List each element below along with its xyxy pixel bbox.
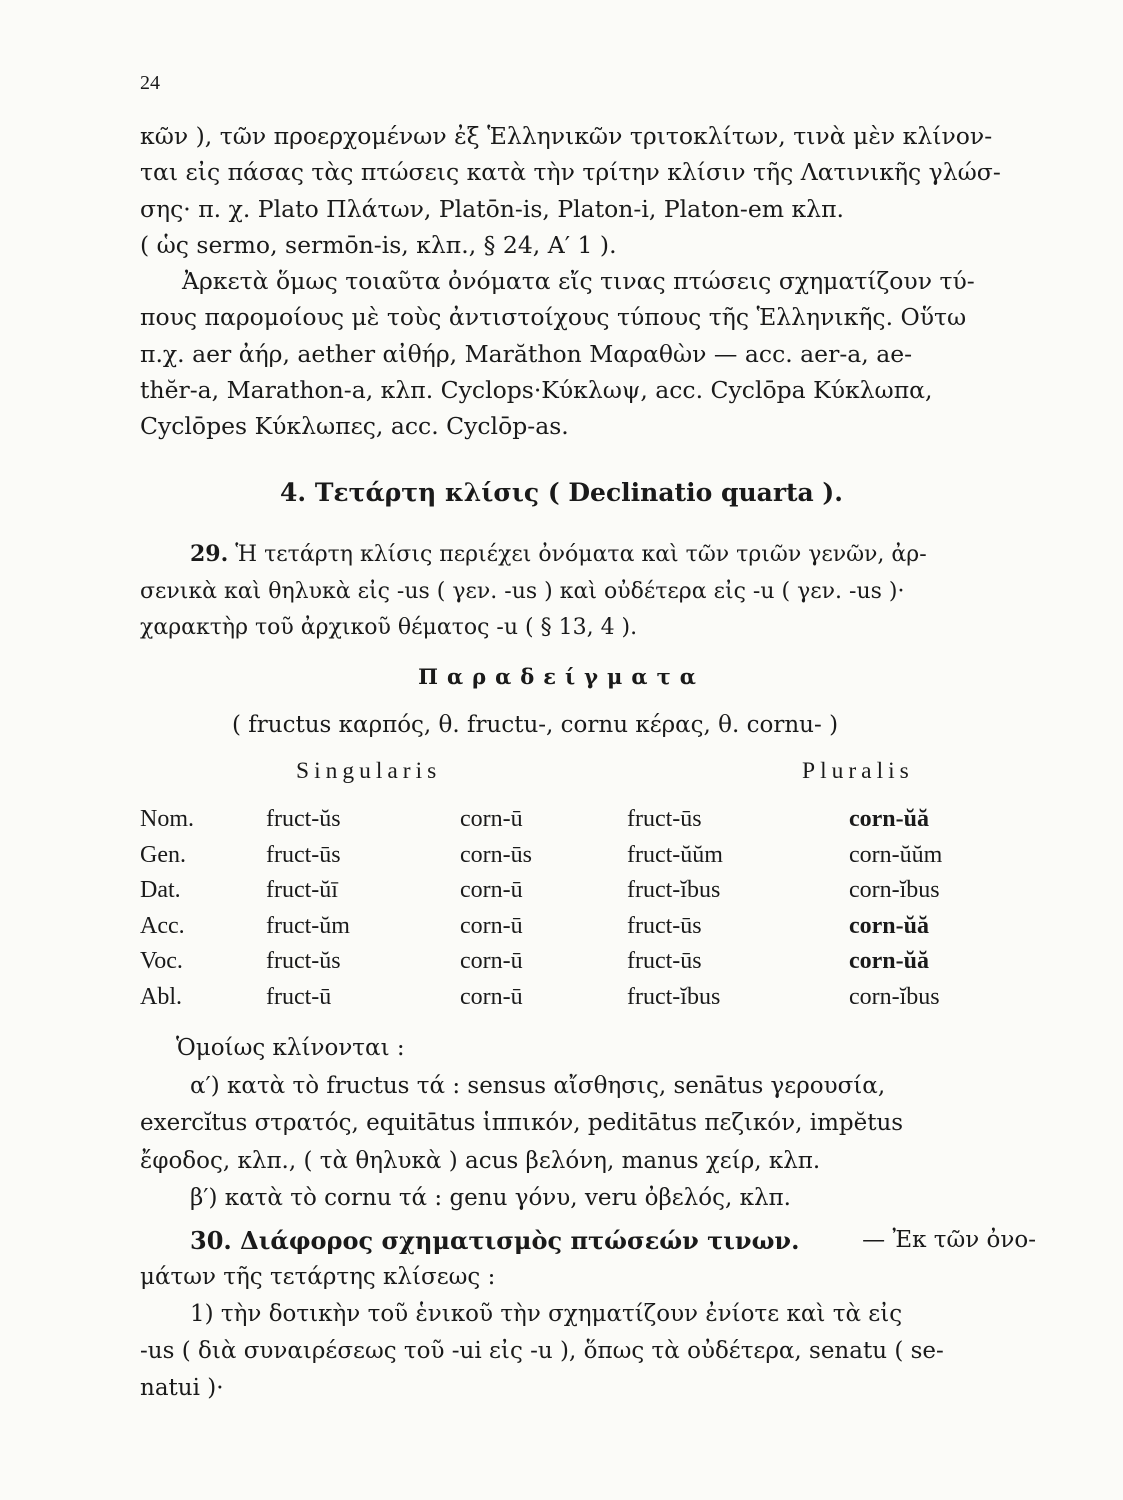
plural-label: Pluralis [802,758,914,784]
table-row [140,984,1040,1020]
singular-label: Singularis [296,758,442,784]
text-line: ἔφοδος, κλπ., ( τὰ θηλυκὰ ) acus βελόνη, manus χείρ, κλπ. [140,1147,821,1174]
text-line: μάτων τῆς τετάρτης κλίσεως : [140,1264,496,1290]
table-cell: corn-ĭbus [849,983,940,1010]
text-span: Ἡ τετάρτη κλίσις περιέχει ὀνόματα καὶ τῶν τριῶν γενῶν, ἀρ- [235,542,927,567]
table-cell: fruct-ĭbus [627,983,721,1010]
paragraph-29 [140,536,1036,647]
table-cell: fruct-ūs [627,948,702,974]
examples-heading: Παραδείγματα [418,664,705,689]
table-cell: corn-ŭă [849,948,929,974]
table-row [140,842,1040,878]
text-line: natui )· [140,1375,224,1401]
similar-declension [140,1030,1036,1218]
table-row [140,877,1040,913]
examples-note: ( fructus καρπός, θ. fructu-, cornu κέρας, θ. cornu- ) [232,712,839,738]
text-line: κῶν ), τῶν προερχομένων ἐξ Ἑλληνικῶν τριτοκλίτων, τινὰ μὲν κλίνον- [140,122,993,150]
table-cell: corn-ū [460,983,523,1010]
text-line: -us ( διὰ συναιρέσεως τοῦ -ui εἰς -u ), ὅπως τὰ οὐδέτερα, senatu ( se- [140,1338,944,1364]
case-label: Abl. [140,983,182,1010]
table-cell: fruct-ŭs [266,806,341,832]
table-cell: corn-ŭă [849,912,929,939]
paragraph-number: 29. [190,541,229,567]
text-line: ται εἰς πάσας τὰς πτώσεις κατὰ τὴν τρίτην κλίσιν τῆς Λατινικῆς γλώσ- [140,158,1001,187]
case-label: Dat. [140,877,181,903]
intro-paragraph [140,118,1036,445]
text-line: Cyclōpes Κύκλωπες, acc. Cyclōp-as. [140,412,569,441]
table-cell: corn-ŭă [849,806,929,832]
text-line: Ἀρκετὰ ὅμως τοιαῦτα ὀνόματα εἴς τινας πτώσεις σχηματίζουν τύ- [182,267,975,296]
text-line: πους παρομοίους μὲ τοὺς ἀντιστοίχους τύπους τῆς Ἑλληνικῆς. Οὕτω [140,303,967,332]
text-line: thĕr-a, Marathon-a, κλπ. Cyclops·Κύκλωψ, acc. Cyclōpa Κύκλωπα, [140,376,933,405]
table-cell: corn-ŭŭm [849,841,943,868]
table-cell: fruct-ĭbus [627,877,721,903]
case-label: Voc. [140,948,183,974]
table-cell: fruct-ūs [627,912,702,939]
table-cell: corn-ĭbus [849,877,940,903]
case-label: Nom. [140,806,194,832]
text-line: χαρακτὴρ τοῦ ἀρχικοῦ θέματος -u ( § 13, 4 ). [140,615,638,640]
text-span: — Ἐκ τῶν ὀνο- [862,1227,1036,1253]
case-label: Gen. [140,841,186,868]
case-label: Acc. [140,912,185,939]
text-line: σενικὰ καὶ θηλυκὰ εἰς -us ( γεν. -us ) καὶ οὐδέτερα εἰς -u ( γεν. -us )· [140,578,905,604]
table-cell: corn-ū [460,948,523,974]
text-line: σης· π. χ. Plato Πλάτων, Platōn-is, Platon-i, Platon-em κλπ. [140,194,844,223]
declension-table [140,806,1040,1019]
text-line [140,536,1036,574]
table-row [140,913,1040,949]
table-cell: fruct-ŭī [266,877,338,903]
text-line: α′) κατὰ τὸ fructus τά : sensus αἴσθησις, senātus γερουσία, [190,1072,886,1099]
table-cell: corn-ū [460,806,523,832]
table-cell: fruct-ŭm [266,912,350,939]
text-line: β′) κατὰ τὸ cornu τά : genu γόνυ, veru ὀβελός, κλπ. [190,1185,791,1211]
text-line: Ὁμοίως κλίνονται : [176,1035,405,1061]
text-line: π.χ. aer ἀήρ, aether αἰθήρ, Marăthon Μαραθὼν — acc. aer-a, ae- [140,339,913,368]
table-cell: fruct-ūs [266,841,341,868]
table-cell: fruct-ŭŭm [627,841,723,868]
table-row [140,806,1040,842]
paragraph-30 [140,1222,1036,1407]
table-cell: corn-ū [460,912,523,939]
text-line: 1) τὴν δοτικὴν τοῦ ἑνικοῦ τὴν σχηματίζουν ἐνίοτε καὶ τὰ εἰς [190,1301,903,1327]
table-cell: fruct-ŭs [266,948,341,974]
table-cell: fruct-ūs [627,806,702,832]
table-cell: corn-ū [460,877,523,903]
section-heading: 4. Τετάρτη κλίσις ( Declinatio quarta ). [280,478,843,507]
paragraph-heading: 30. Διάφορος σχηματισμὸς πτώσεών τινων. [190,1226,800,1255]
text-line: ( ὡς sermo, sermōn-is, κλπ., § 24, Α′ 1 ). [140,230,617,259]
table-cell: corn-ūs [460,841,532,868]
page-number: 24 [140,72,160,94]
table-cell: fruct-ū [266,983,332,1010]
table-row [140,948,1040,984]
text-line [140,1222,1036,1259]
text-line: exercĭtus στρατός, equitātus ἱππικόν, peditātus πεζικόν, impĕtus [140,1110,904,1136]
